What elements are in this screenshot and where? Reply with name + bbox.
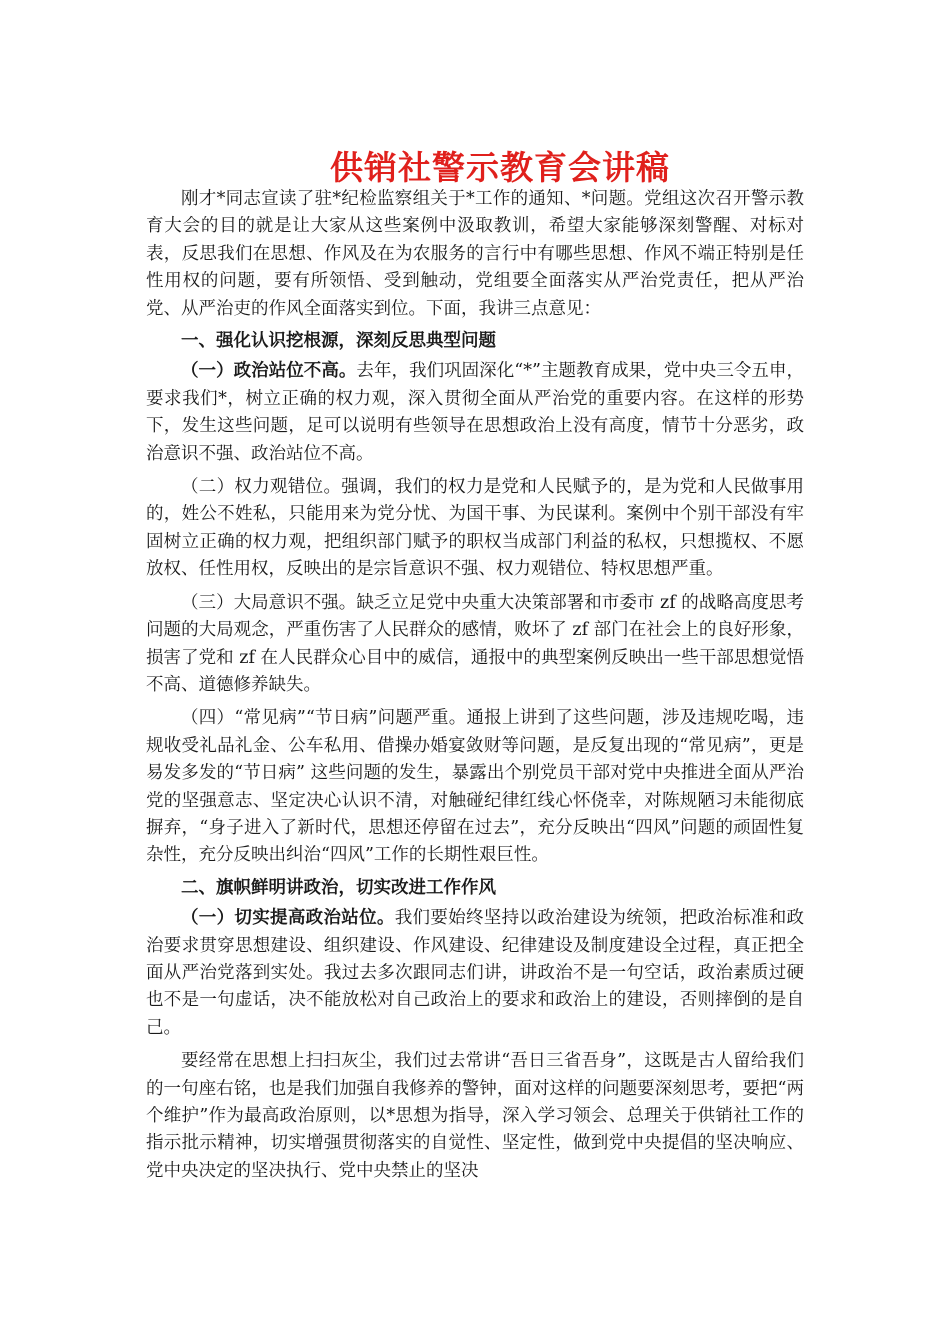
- paragraph-intro: 刚才*同志宣读了驻*纪检监察组关于*工作的通知、*问题。党组这次召开警示教育大会的目的就是让大家从这些案例中汲取教训，希望大家能够深刻警醒、对标对表，反思我们在思想、作风及在为农服务的言行中有哪些思想、作风不端正特别是任性用权的问题，要有所领悟、受到触动，党组要全面落实从严治党责任，把从严治党、从严治吏的作风全面落实到位。下面，我讲三点意见：: [146, 189, 804, 319]
- section-heading-2: 二、旗帜鲜明讲政治，切实改进工作作风: [181, 877, 496, 898]
- paragraph-2-2: 要经常在思想上扫扫灰尘，我们过去常讲“吾日三省吾身”，这既是古人留给我们的一句座右铭，也是我们加强自我修养的警钟，面对这样的问题要深刻思考，要把“两个维护”作为最高政治原则，以*思想为指导，深入学习领会、总理关于供销社工作的指示批示精神，切实增强贯彻落实的自觉性、坚定性，做到党中央提倡的坚决响应、党中央决定的坚决执行、党中央禁止的坚决: [146, 1051, 804, 1181]
- paragraph-1-3: （三）大局意识不强。缺乏立足党中央重大决策部署和市委市 zf 的战略高度思考问题的大局观念，严重伤害了人民群众的感情，败坏了 zf 部门在社会上的良好形象，损害了党和 zf 在人民群众心目中的威信，通报中的典型案例反映出一些干部思想觉悟不高、道德修养缺失。: [146, 592, 804, 695]
- paragraph-1-4: （四）“常见病”“节日病”问题严重。通报上讲到了这些问题，涉及违规吃喝，违规收受礼品礼金、公车私用、借操办婚宴敛财等问题，是反复出现的“常见病”，更是易发多发的“节日病” 这些问题的发生，暴露出个别党员干部对党中央推进全面从严治党的坚强意志、坚定决心认识不清，对触碰纪律红线心怀侥幸，对陈规陋习未能彻底摒弃，“身子进入了新时代，思想还停留在过去”，充分反映出“四风”问题的顽固性复杂性，充分反映出纠治“四风”工作的长期性艰巨性。: [146, 708, 804, 866]
- document-title: 供销社警示教育会讲稿: [330, 148, 670, 187]
- paragraph-1-2: （二）权力观错位。强调，我们的权力是党和人民赋予的，是为党和人民做事用的，姓公不姓私，只能用来为党分忧、为国干事、为民谋利。案例中个别干部没有牢固树立正确的权力观，把组织部门赋予的职权当成部门利益的私权，只想揽权、不愿放权、任性用权，反映出的是宗旨意识不强、权力观错位、特权思想严重。: [146, 477, 804, 580]
- paragraph-lead: （一）政治站位不高。: [181, 361, 357, 382]
- paragraph-2-1: [146, 905, 804, 1042]
- document-body: [146, 186, 804, 1185]
- section-heading-1: 一、强化认识挖根源，深刻反思典型问题: [181, 331, 496, 352]
- paragraph-1-1: [146, 358, 804, 468]
- paragraph-lead: （一）切实提高政治站位。: [181, 908, 395, 929]
- paragraph-text: 我们要始终坚持以政治建设为统领，把政治标准和政治要求贯穿思想建设、组织建设、作风建设、纪律建设及制度建设全过程，真正把全面从严治党落到实处。我过去多次跟同志们讲，讲政治不是一句空话，政治素质过硬也不是一句虚话，决不能放松对自己政治上的要求和政治上的建设，否则摔倒的是自己。: [146, 908, 805, 1038]
- paragraph-text: 去年，我们巩固深化“*”主题教育成果，党中央三令五申，要求我们*，树立正确的权力观，深入贯彻全面从严治党的重要内容。在这样的形势下，发生这些问题，足可以说明有些领导在思想政治上没有高度，情节十分恶劣，政治意识不强、政治站位不高。: [146, 361, 804, 464]
